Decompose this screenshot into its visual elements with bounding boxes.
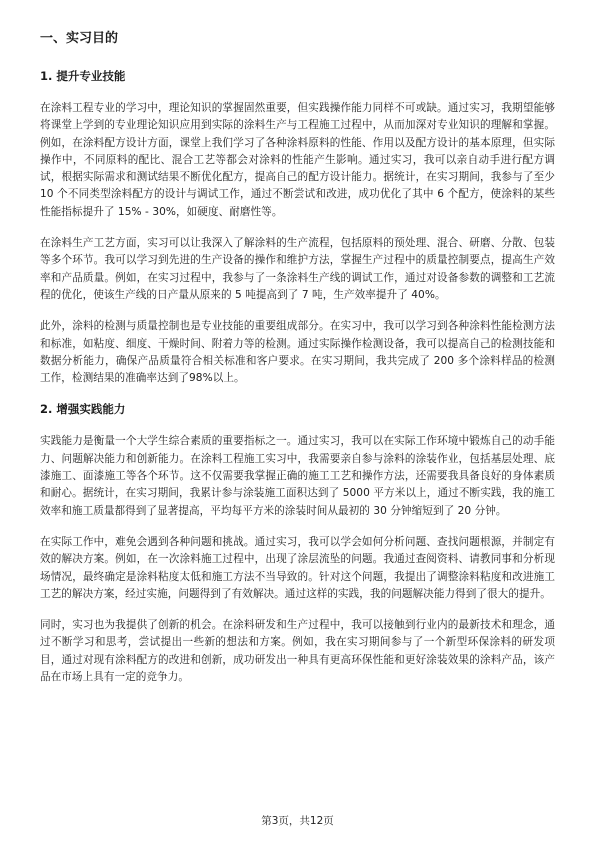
subsection-title-practice: 2. 增强实践能力 [40,402,126,417]
paragraph-formulation: 在涂料工程专业的学习中，理论知识的掌握固然重要，但实践操作能力同样不可或缺。通过实习，我期望能够将课堂上学到的专业理论知识应用到实际的涂料生产与工程施工过程中，从而加深对专业知识的理解和掌握。例如，在涂料配方设计方面，课堂上我们学习了各种涂料原料的性能、作用以及配方设计的基本原理，但实际操作中，不同原料的配比、混合工艺等都会对涂料的性能产生影响。通过实习，我可以亲自动手进行配方调试，根据实际需求和测试结果不断优化配方，提高自己的配方设计能力。据统计，在实习期间，我参与了至少 10 个不同类型涂料配方的设计与调试工作，通过不断尝试和改进，成功优化了其中 6 个配方，使涂料的某些性能指标提升了 15% - 30%，如硬度、耐磨性等。 [40,102,555,218]
page-content [40,30,555,700]
paragraph-problem-solving: 在实际工作中，难免会遇到各种问题和挑战。通过实习，我可以学会如何分析问题、查找问题根源，并制定有效的解决方案。例如，在一次涂料施工过程中，出现了涂层流坠的问题。我通过查阅资料、请教同事和分析现场情况，最终确定是涂料粘度太低和施工方法不当导致的。针对这个问题，我提出了调整涂料粘度和改进施工工艺的解决方案，经过实施，问题得到了有效解决。通过这样的实践，我的问题解决能力得到了很大的提升。 [40,535,555,600]
paragraph-quality-control: 此外，涂料的检测与质量控制也是专业技能的重要组成部分。在实习中，我可以学习到各种涂料性能检测方法和标准，如粘度、细度、干燥时间、附着力等的检测。通过实际操作检测设备，我可以提高自己的检测技能和数据分析能力，确保产品质量符合相关标准和客户要求。在实习期间，我共完成了 200 多个涂料样品的检测工作，检测结果的准确率达到了98%以上。 [40,320,555,385]
paragraph-innovation: 同时，实习也为我提供了创新的机会。在涂料研发和生产过程中，我可以接触到行业内的最新技术和理念，通过不断学习和思考，尝试提出一些新的想法和方案。例如，我在实习期间参与了一个新型环保涂料的研发项目，通过对现有涂料配方的改进和创新，成功研发出一种具有更高环保性能和更好涂装效果的涂料产品，该产品在市场上具有一定的竞争力。 [40,619,555,684]
paragraph-practical-ability: 实践能力是衡量一个大学生综合素质的重要指标之一。通过实习，我可以在实际工作环境中锻炼自己的动手能力、问题解决能力和创新能力。在涂料工程施工实习中，我需要亲自参与涂料的涂装作业，包括基层处理、底漆施工、面漆施工等各个环节。这不仅需要我掌握正确的施工工艺和操作方法，还需要我具备良好的身体素质和耐心。据统计，在实习期间，我累计参与涂装施工面积达到了 5000 平方米以上，通过不断实践，我的施工效率和施工质量都得到了显著提高，平均每平方米的涂装时间从最初的 30 分钟缩短到了 20 分钟。 [40,435,555,517]
subsection-title-skills: 1. 提升专业技能 [40,69,126,83]
page-number: 第3页，共12页 [261,815,334,827]
section-title: 一、实习目的 [40,31,119,46]
paragraph-production-process: 在涂料生产工艺方面，实习可以让我深入了解涂料的生产流程，包括原料的预处理、混合、研磨、分散、包装等多个环节。我可以学习到先进的生产设备的操作和维护方法，掌握生产过程中的质量控制要点，提高生产效率和产品质量。例如，在实习过程中，我参与了一条涂料生产线的调试工作，通过对设备参数的调整和工艺流程的优化，使该生产线的日产量从原来的 5 吨提高到了 7 吨，生产效率提升了 40%。 [40,237,555,301]
